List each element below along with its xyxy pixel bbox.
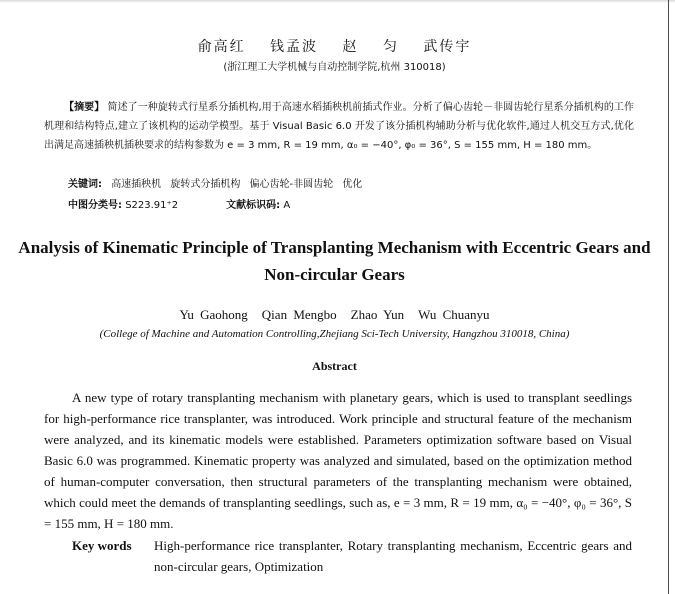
author-name: Qian Mengbo — [261, 307, 337, 322]
chinese-abstract — [44, 98, 634, 155]
chinese-authors: 俞高红 钱孟波 赵 匀 武传宇 — [197, 39, 472, 55]
english-affiliation: (College of Machine and Automation Controlling,Zhejiang Sci-Tech University, Hangzhou 310018, China) — [99, 328, 570, 340]
classification-value: S223.91⁺2 — [125, 200, 179, 211]
author-name: Zhao Yun — [350, 307, 405, 322]
author-name: Yu Gaohong — [179, 307, 248, 322]
abstract-heading: Abstract — [312, 359, 357, 373]
page-right-border — [668, 0, 669, 594]
english-keywords — [72, 535, 632, 577]
chinese-keywords-tag: 关键词: — [68, 179, 102, 190]
chinese-abstract-tag: 【摘要】 — [64, 102, 105, 113]
chinese-affiliation: (浙江理工大学机械与自动控制学院,杭州 310018) — [223, 62, 446, 73]
english-authors — [0, 307, 669, 323]
document-code-tag: 文献标识码: — [226, 200, 281, 211]
chinese-keywords — [68, 175, 362, 190]
author-name: Wu Chuanyu — [418, 307, 490, 322]
english-title: Analysis of Kinematic Principle of Transplanting Mechanism with Eccentric Gears and Non-circular Gears — [18, 238, 651, 284]
english-keywords-list: High-performance rice transplanter, Rotary transplanting mechanism, Eccentric gears and non-circular gears, Optimization — [154, 538, 632, 574]
classification-tag: 中图分类号: — [68, 200, 122, 211]
document-code-value: A — [283, 200, 291, 211]
chinese-abstract-text: 简述了一种旋转式行星系分插机构,用于高速水稻插秧机前插式作业。分析了偏心齿轮－非圆齿轮行星系分插机构的工作机理和结构特点,建立了该机构的运动学模型。基于 Visual Basic 6.0 开发了该分插机构辅助分析与优化软件,通过人机交互方式,优化出满足高速插秧机插秧要求的结构参数为 e = 3 mm, R = 19 mm, α₀ = −40°, φ₀ = 36°, S = 155 mm, H = 180 mm。 — [44, 102, 635, 151]
english-abstract: A new type of rotary transplanting mechanism with planetary gears, which is used to transplant seedlings for high-performance rice transplanter, was introduced. Work principle and structural feature of the mechanism were analyzed, and its kinematic models were established. Parameters optimization software based on Visual Basic 6.0 was programmed. Kinematic property was analyzed and simulated, based on the optimization method of human-computer conversation, then structural parameters of the transplanting mechanism were obtained, which could meet the demands of transplanting seedlings, such as, e = 3 mm, R = 19 mm, α₀ = −40°, φ₀ = 36°, S = 155 mm, H = 180 mm. — [44, 390, 632, 531]
page-top-edge — [0, 0, 675, 3]
chinese-keywords-list: 高速插秧机 旋转式分插机构 偏心齿轮-非圆齿轮 优化 — [111, 179, 363, 190]
english-keywords-tag: Key words — [72, 538, 132, 553]
chinese-classification — [68, 196, 290, 211]
